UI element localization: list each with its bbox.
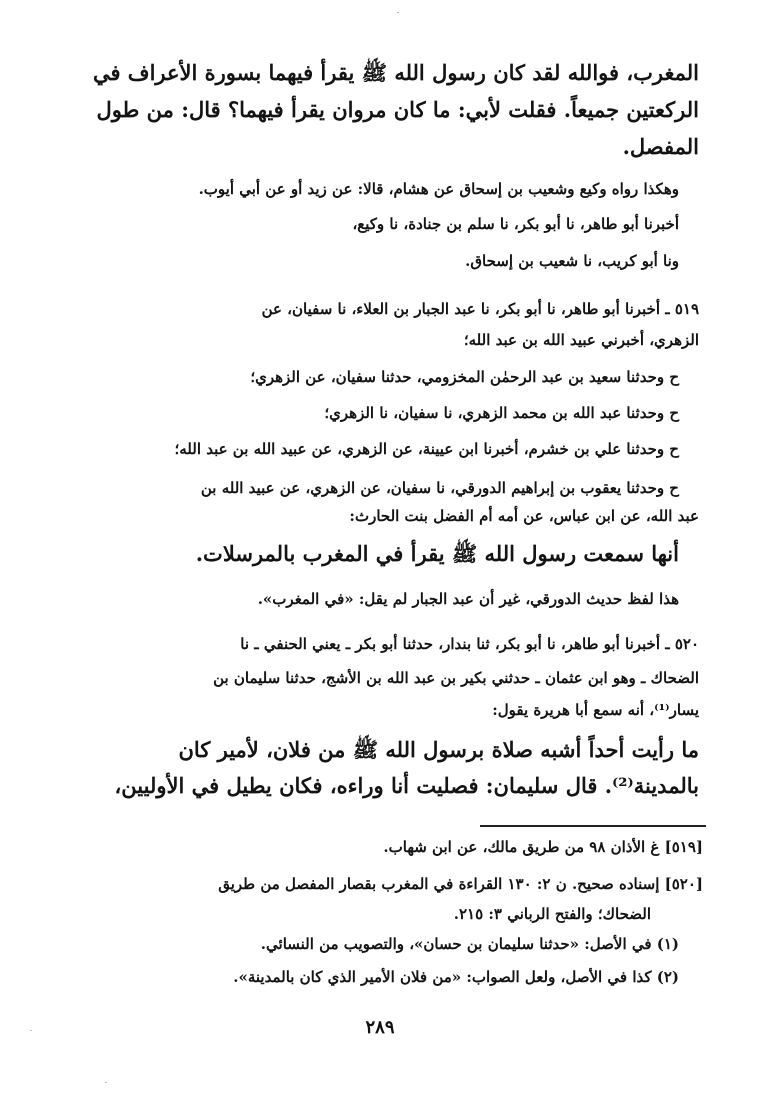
footnote-line: [٥٢٠] إسناده صحيح. ن ٢: ١٣٠ القراءة في المغرب بقصار المفصل من طريق [218,875,703,893]
body-line: ونا أبو كريب، نا شعيب بن إسحاق. [465,252,679,270]
footnote-separator [480,825,706,827]
body-line: ح وحدثنا سعيد بن عبد الرحمٰن المخزومي، حدثنا سفيان، عن الزهري؛ [250,368,679,386]
body-line: بالمدينة⁽²⁾. قال سليمان: فصليت أنا وراءه، فكان يطيل في الأوليين، [114,773,699,798]
body-line: المفصل. [622,134,699,159]
body-line: ح وحدثنا يعقوب بن إبراهيم الدورقي، نا سفيان، عن الزهري، عن عبيد الله بن [200,479,679,497]
body-line: الزهري، أخبرني عبيد الله بن عبد الله؛ [463,331,699,349]
body-line: المغرب، فوالله لقد كان رسول الله ﷺ يقرأ فيهما بسورة الأعراف في [92,60,699,85]
body-line: ما رأيت أحداً أشبه صلاة برسول الله ﷺ من فلان، لأمير كان [178,737,699,762]
body-line: الركعتين جميعاً. فقلت لأبي: ما كان مروان يقرأ فيهما؟ قال: من طول [96,97,699,122]
body-line: أنها سمعت رسول الله ﷺ يقرأ في المغرب بالمرسلات. [195,541,679,566]
footnote-line: [٥١٩] غ الأذان ٩٨ من طريق مالك، عن ابن شهاب. [383,838,703,856]
page-number: ٢٨٩ [365,1017,395,1038]
footnote-line: الضحاك؛ والفتح الرباني ٣: ٢١٥. [453,905,651,923]
body-line: ح وحدثنا عبد الله بن محمد الزهري، نا سفيان، نا الزهري؛ [324,404,679,422]
body-line: يسار⁽¹⁾، أنه سمع أبا هريرة يقول: [492,701,699,719]
body-line: الضحاك ـ وهو ابن عثمان ـ حدثني بكير بن عبد الله بن الأشج، حدثنا سليمان بن [213,669,699,687]
body-line: ٥٢٠ ـ أخبرنا أبو طاهر، نا أبو بكر، ثنا بندار، حدثنا أبو بكر ـ يعني الحنفي ـ نا [240,635,699,653]
body-line: وهكذا رواه وكيع وشعيب بن إسحاق عن هشام، قالا: عن زيد أو عن أبي أيوب. [198,180,679,198]
body-line: عبد الله، عن ابن عباس، عن أمه أم الفضل بنت الحارث: [349,507,699,525]
body-line: ح وحدثنا علي بن خشرم، أخبرنا ابن عيينة، عن الزهري، عن عبيد الله بن عبد الله؛ [174,440,679,458]
scan-speck [105,1082,107,1083]
body-line: هذا لفظ حديث الدورقي، غير أن عبد الجبار لم يقل: «في المغرب». [257,590,679,608]
body-line: ٥١٩ ـ أخبرنا أبو طاهر، نا أبو بكر، نا عبد الجبار بن العلاء، نا سفيان، عن [261,300,699,318]
footnote-line: (٢) كذا في الأصل، ولعل الصواب: «من فلان الأمير الذي كان بالمدينة». [233,968,679,986]
body-line: أخبرنا أبو طاهر، نا أبو بكر، نا سلم بن جنادة، نا وكيع، [352,215,679,233]
scan-speck [397,12,399,13]
scan-speck [30,1030,32,1031]
footnote-line: (١) في الأصل: «حدثنا سليمان بن حسان»، والتصويب من النسائي. [260,935,679,953]
